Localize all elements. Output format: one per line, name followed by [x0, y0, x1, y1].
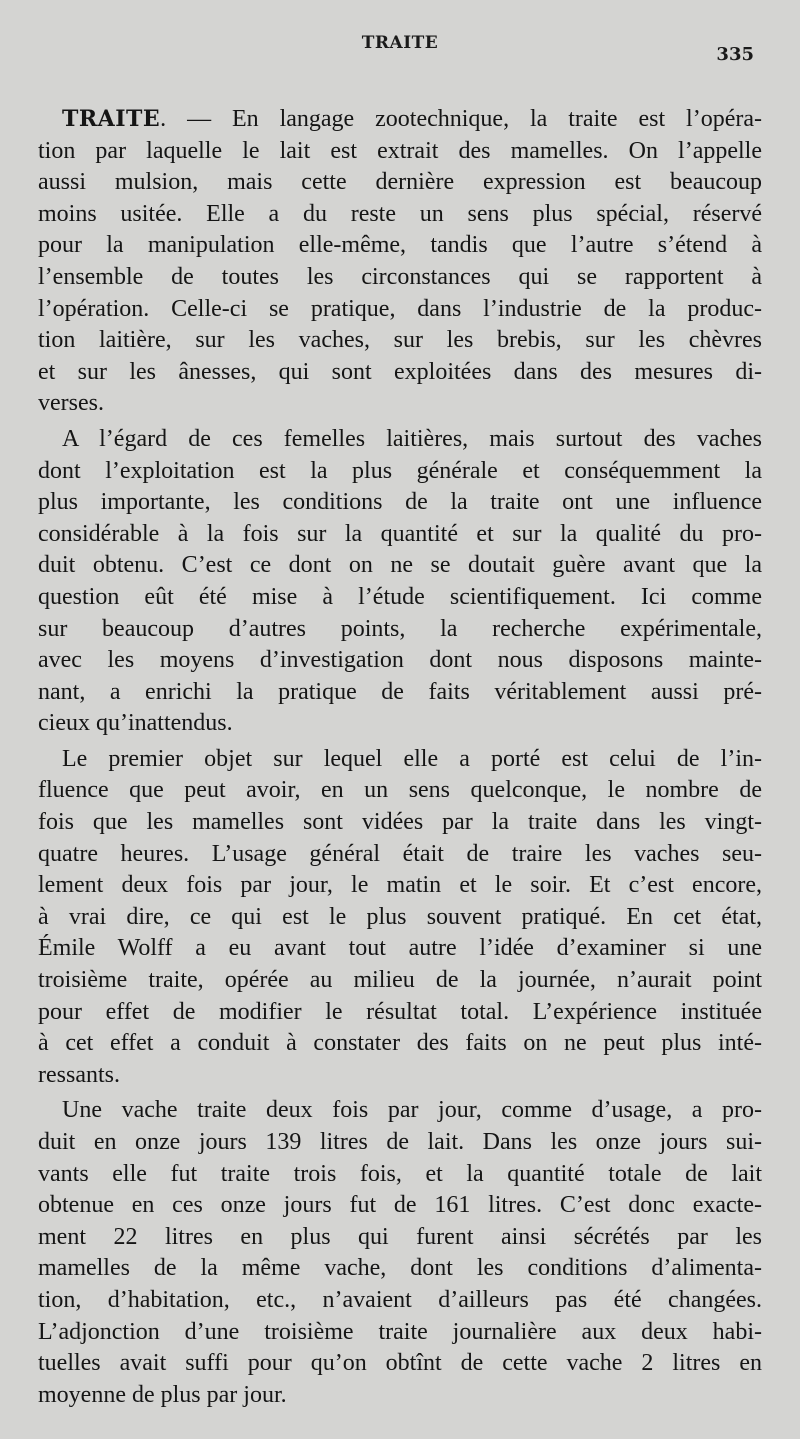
text-line: duit obtenu. C’est ce dont on ne se doutait guère avant que la [38, 552, 762, 579]
text-line: dont l’exploitation est la plus générale et conséquemment la [38, 457, 762, 484]
text-line: A l’égard de ces femelles laitières, mais surtout des vaches [62, 425, 762, 452]
paragraph [38, 744, 762, 1092]
text-line: nant, a enrichi la pratique de faits véritablement aussi pré- [38, 678, 762, 705]
text-line: à cet effet a conduit à constater des faits on ne peut plus inté- [38, 1030, 762, 1057]
text-line: quatre heures. L’usage général était de traire les vaches seu- [38, 840, 762, 867]
text-line: ment 22 litres en plus qui furent ainsi sécrétés par les [38, 1223, 762, 1250]
headword: TRAITE [62, 106, 161, 132]
text-line: Émile Wolff a eu avant tout autre l’idée d’examiner si une [38, 935, 762, 962]
text-line: verses. [38, 390, 104, 417]
paragraph [38, 1095, 762, 1411]
running-title: TRAITE [361, 33, 439, 53]
text-line: aussi mulsion, mais cette dernière expression est beaucoup [38, 169, 762, 196]
text-line: l’ensemble de toutes les circonstances qui se rapportent à [38, 263, 762, 290]
text-line: tion laitière, sur les vaches, sur les brebis, sur les chèvres [38, 327, 762, 354]
text-line: fois que les mamelles sont vidées par la traite dans les vingt- [38, 809, 762, 836]
text-line: fluence que peut avoir, en un sens quelconque, le nombre de [38, 777, 762, 804]
article-body [38, 104, 762, 1411]
text-line: question eût été mise à l’étude scientifiquement. Ici comme [38, 583, 762, 610]
headword-separator: . — [160, 106, 212, 132]
text-line: ressants. [38, 1061, 120, 1088]
text-line: tion, d’habitation, etc., n’avaient d’ailleurs pas été changées. [38, 1286, 762, 1313]
text-line: moyenne de plus par jour. [38, 1381, 287, 1408]
text-line: troisième traite, opérée au milieu de la journée, n’aurait point [38, 967, 762, 994]
text-line: Le premier objet sur lequel elle a porté est celui de l’in- [62, 745, 762, 772]
text-line: sur beaucoup d’autres points, la recherche expérimentale, [38, 615, 762, 642]
text-line: Une vache traite deux fois par jour, comme d’usage, a pro- [62, 1097, 762, 1124]
text-line: cieux qu’inattendus. [38, 710, 233, 737]
text-line: tion par laquelle le lait est extrait des mamelles. On l’appelle [38, 137, 762, 164]
text-line: tuelles avait suffi pour qu’on obtînt de cette vache 2 litres en [38, 1350, 762, 1377]
text-line: pour la manipulation elle-même, tandis que l’autre s’étend à [38, 232, 762, 259]
text-line: L’adjonction d’une troisième traite journalière aux deux habi- [38, 1318, 762, 1345]
text-line: duit en onze jours 139 litres de lait. Dans les onze jours sui- [38, 1129, 762, 1155]
text-line: à vrai dire, ce qui est le plus souvent pratiqué. En cet état, [38, 903, 762, 930]
text-line [38, 104, 762, 136]
text-line: obtenue en ces onze jours fut de 161 litres. C’est donc exacte- [38, 1192, 762, 1219]
text-line: vants elle fut traite trois fois, et la quantité totale de lait [38, 1160, 762, 1187]
text-line: plus importante, les conditions de la traite ont une influence [38, 489, 762, 516]
text-line: et sur les ânesses, qui sont exploitées dans des mesures di- [38, 358, 762, 385]
paragraph [38, 104, 762, 420]
text-line: pour effet de modifier le résultat total. L’expérience instituée [38, 998, 762, 1025]
page-number: 335 [716, 44, 754, 65]
text-line: lement deux fois par jour, le matin et le soir. Et c’est encore, [38, 872, 762, 899]
text-line: avec les moyens d’investigation dont nous disposons mainte- [38, 647, 762, 674]
line-text: En langage zootechnique, la traite est l’opéra- [211, 106, 762, 132]
paragraph [38, 424, 762, 740]
text-line: considérable à la fois sur la quantité et sur la qualité du pro- [38, 520, 762, 547]
text-line: moins usitée. Elle a du reste un sens plus spécial, réservé [38, 200, 762, 227]
text-line: mamelles de la même vache, dont les conditions d’alimenta- [38, 1255, 762, 1282]
text-line: l’opération. Celle-ci se pratique, dans l’industrie de la produc- [38, 295, 762, 322]
